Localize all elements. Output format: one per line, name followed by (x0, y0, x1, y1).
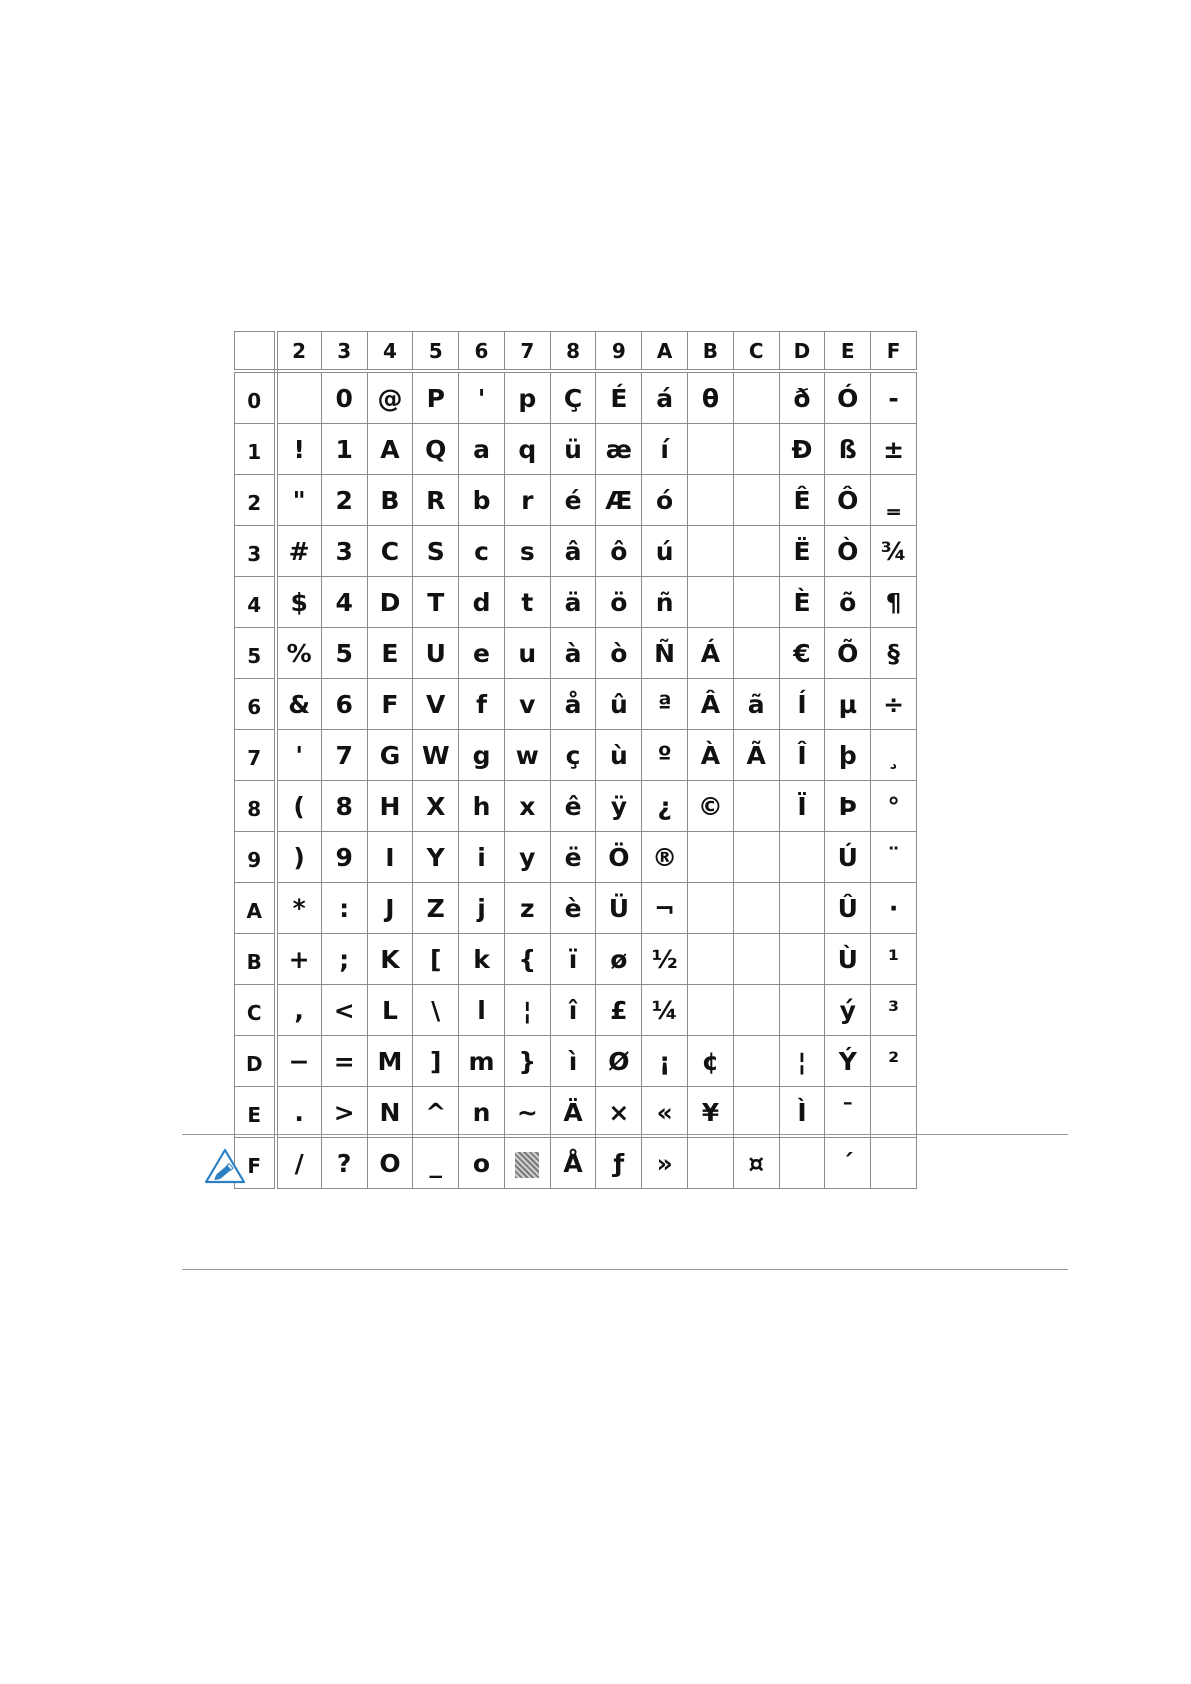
glyph-cell: " (276, 475, 322, 526)
glyph-cell: ³ (871, 985, 917, 1036)
glyph-cell (688, 985, 734, 1036)
table-row (235, 577, 917, 628)
glyph-cell: » (642, 1138, 688, 1189)
glyph-cell: - (871, 371, 917, 424)
glyph-cell: ô (596, 526, 642, 577)
glyph-cell: Ì (779, 1087, 825, 1138)
row-header: 6 (235, 679, 276, 730)
glyph-cell (733, 1087, 779, 1138)
glyph-cell: ? (321, 1138, 367, 1189)
glyph-cell: L (367, 985, 413, 1036)
column-header: F (871, 332, 917, 372)
column-header: D (779, 332, 825, 372)
glyph-cell: B (367, 475, 413, 526)
glyph-cell: P (413, 371, 459, 424)
row-header: 0 (235, 371, 276, 424)
glyph-cell: ó (642, 475, 688, 526)
glyph-cell (779, 883, 825, 934)
glyph-cell: t (504, 577, 550, 628)
glyph-cell: í (642, 424, 688, 475)
glyph-cell (688, 475, 734, 526)
glyph-cell: z (504, 883, 550, 934)
glyph-cell (779, 832, 825, 883)
column-header: 9 (596, 332, 642, 372)
glyph-cell: Û (825, 883, 871, 934)
glyph-cell: F (367, 679, 413, 730)
column-header: 5 (413, 332, 459, 372)
glyph-cell: ] (413, 1036, 459, 1087)
glyph-cell: ' (459, 371, 505, 424)
glyph-cell: Ä (550, 1087, 596, 1138)
table-row (235, 679, 917, 730)
glyph-cell: i (459, 832, 505, 883)
glyph-cell: W (413, 730, 459, 781)
glyph-cell: Ã (733, 730, 779, 781)
note-top-divider (182, 1134, 1068, 1135)
glyph-cell (688, 526, 734, 577)
glyph-cell: Ó (825, 371, 871, 424)
glyph-cell: à (550, 628, 596, 679)
glyph-cell: ú (642, 526, 688, 577)
glyph-cell: ( (276, 781, 322, 832)
glyph-cell: o (459, 1138, 505, 1189)
glyph-cell: å (550, 679, 596, 730)
glyph-cell: ¨ (871, 832, 917, 883)
column-header-row (235, 332, 917, 372)
row-header: 5 (235, 628, 276, 679)
column-header: 7 (504, 332, 550, 372)
glyph-cell: K (367, 934, 413, 985)
glyph-cell: − (276, 1036, 322, 1087)
glyph-cell: ÿ (596, 781, 642, 832)
column-header: 2 (276, 332, 322, 372)
glyph-cell (871, 1087, 917, 1138)
row-header: 8 (235, 781, 276, 832)
glyph-cell: ‗ (871, 475, 917, 526)
glyph-cell: ï (550, 934, 596, 985)
glyph-cell: ° (871, 781, 917, 832)
glyph-cell: c (459, 526, 505, 577)
glyph-cell: â (550, 526, 596, 577)
table-row (235, 475, 917, 526)
glyph-cell (733, 371, 779, 424)
glyph-cell: ß (825, 424, 871, 475)
glyph-cell: ¥ (688, 1087, 734, 1138)
glyph-cell: x (504, 781, 550, 832)
glyph-cell: ý (825, 985, 871, 1036)
row-header: 2 (235, 475, 276, 526)
glyph-cell: Ý (825, 1036, 871, 1087)
glyph-cell: d (459, 577, 505, 628)
glyph-cell: ì (550, 1036, 596, 1087)
glyph-cell: Â (688, 679, 734, 730)
glyph-cell: ; (321, 934, 367, 985)
glyph-cell: , (276, 985, 322, 1036)
glyph-cell: l (459, 985, 505, 1036)
glyph-cell: Ò (825, 526, 871, 577)
glyph-cell: Þ (825, 781, 871, 832)
glyph-cell (779, 1138, 825, 1189)
glyph-cell: ã (733, 679, 779, 730)
glyph-cell: \ (413, 985, 459, 1036)
glyph-cell: ò (596, 628, 642, 679)
glyph-cell: × (596, 1087, 642, 1138)
row-header: A (235, 883, 276, 934)
column-header: C (733, 332, 779, 372)
glyph-cell: + (276, 934, 322, 985)
glyph-cell (733, 628, 779, 679)
glyph-cell: $ (276, 577, 322, 628)
glyph-cell (733, 577, 779, 628)
glyph-cell: ´ (825, 1138, 871, 1189)
glyph-cell: 6 (321, 679, 367, 730)
glyph-cell: ® (642, 832, 688, 883)
character-code-table (234, 331, 917, 1189)
column-header: 8 (550, 332, 596, 372)
glyph-cell (733, 424, 779, 475)
glyph-cell: ¾ (871, 526, 917, 577)
table-row (235, 730, 917, 781)
glyph-cell: ¢ (688, 1036, 734, 1087)
glyph-cell: 7 (321, 730, 367, 781)
glyph-cell: y (504, 832, 550, 883)
glyph-cell: ) (276, 832, 322, 883)
glyph-cell: ¼ (642, 985, 688, 1036)
glyph-cell: 9 (321, 832, 367, 883)
glyph-cell: Ü (596, 883, 642, 934)
glyph-cell: 1 (321, 424, 367, 475)
glyph-cell: © (688, 781, 734, 832)
glyph-cell: ± (871, 424, 917, 475)
glyph-cell (733, 883, 779, 934)
glyph-cell (733, 526, 779, 577)
glyph-cell (688, 832, 734, 883)
table-corner-cell (235, 332, 276, 372)
glyph-cell: ¤ (733, 1138, 779, 1189)
glyph-cell: X (413, 781, 459, 832)
glyph-cell: ø (596, 934, 642, 985)
glyph-cell: ¸ (871, 730, 917, 781)
glyph-cell: a (459, 424, 505, 475)
glyph-cell: õ (825, 577, 871, 628)
glyph-cell: 8 (321, 781, 367, 832)
row-header: D (235, 1036, 276, 1087)
glyph-cell: ª (642, 679, 688, 730)
glyph-cell: ' (276, 730, 322, 781)
glyph-cell: n (459, 1087, 505, 1138)
glyph-cell: Z (413, 883, 459, 934)
glyph-cell: Î (779, 730, 825, 781)
glyph-cell (733, 934, 779, 985)
glyph-cell: ¬ (642, 883, 688, 934)
glyph-cell: G (367, 730, 413, 781)
glyph-cell (779, 985, 825, 1036)
table-row (235, 371, 917, 424)
glyph-cell: m (459, 1036, 505, 1087)
glyph-cell: Ô (825, 475, 871, 526)
glyph-cell: < (321, 985, 367, 1036)
column-header: E (825, 332, 871, 372)
glyph-cell: 4 (321, 577, 367, 628)
glyph-cell: î (550, 985, 596, 1036)
glyph-cell: Ú (825, 832, 871, 883)
glyph-cell: ¿ (642, 781, 688, 832)
glyph-cell: M (367, 1036, 413, 1087)
glyph-cell: Ç (550, 371, 596, 424)
column-header: 4 (367, 332, 413, 372)
table-row (235, 832, 917, 883)
glyph-cell: g (459, 730, 505, 781)
glyph-cell: ² (871, 1036, 917, 1087)
glyph-cell: / (276, 1138, 322, 1189)
glyph-cell (688, 883, 734, 934)
glyph-cell: £ (596, 985, 642, 1036)
glyph-cell (733, 475, 779, 526)
glyph-cell: æ (596, 424, 642, 475)
glyph-cell: f (459, 679, 505, 730)
glyph-cell: I (367, 832, 413, 883)
glyph-cell: ! (276, 424, 322, 475)
table-row (235, 1138, 917, 1189)
glyph-cell: Ï (779, 781, 825, 832)
glyph-cell: Ø (596, 1036, 642, 1087)
glyph-cell (733, 985, 779, 1036)
glyph-cell: ê (550, 781, 596, 832)
row-header: 3 (235, 526, 276, 577)
glyph-cell: Ê (779, 475, 825, 526)
glyph-cell: º (642, 730, 688, 781)
glyph-cell: u (504, 628, 550, 679)
glyph-cell: & (276, 679, 322, 730)
glyph-cell: R (413, 475, 459, 526)
glyph-cell: _ (413, 1138, 459, 1189)
glyph-cell: ç (550, 730, 596, 781)
glyph-cell: µ (825, 679, 871, 730)
glyph-cell: C (367, 526, 413, 577)
table-row (235, 781, 917, 832)
glyph-cell: Æ (596, 475, 642, 526)
glyph-cell: N (367, 1087, 413, 1138)
glyph-cell: k (459, 934, 505, 985)
table-row (235, 628, 917, 679)
table-row (235, 934, 917, 985)
glyph-cell: U (413, 628, 459, 679)
glyph-cell: @ (367, 371, 413, 424)
glyph-cell: ^ (413, 1087, 459, 1138)
glyph-cell: [ (413, 934, 459, 985)
glyph-cell: T (413, 577, 459, 628)
glyph-cell: ¶ (871, 577, 917, 628)
glyph-cell: Ë (779, 526, 825, 577)
glyph-cell: Q (413, 424, 459, 475)
glyph-cell: § (871, 628, 917, 679)
row-header: F (235, 1138, 276, 1189)
glyph-cell (688, 424, 734, 475)
glyph-cell: j (459, 883, 505, 934)
glyph-cell: Ö (596, 832, 642, 883)
glyph-cell: 5 (321, 628, 367, 679)
glyph-cell: 0 (321, 371, 367, 424)
row-header: 9 (235, 832, 276, 883)
glyph-cell: · (871, 883, 917, 934)
glyph-cell (688, 1138, 734, 1189)
glyph-cell: ð (779, 371, 825, 424)
glyph-cell: θ (688, 371, 734, 424)
glyph-cell: Đ (779, 424, 825, 475)
glyph-cell: Á (688, 628, 734, 679)
glyph-cell: á (642, 371, 688, 424)
glyph-cell: Å (550, 1138, 596, 1189)
glyph-cell: ñ (642, 577, 688, 628)
table-row (235, 526, 917, 577)
glyph-cell: q (504, 424, 550, 475)
glyph-cell: H (367, 781, 413, 832)
glyph-cell: D (367, 577, 413, 628)
glyph-cell: È (779, 577, 825, 628)
glyph-cell: ~ (504, 1087, 550, 1138)
row-header: E (235, 1087, 276, 1138)
glyph-cell: 3 (321, 526, 367, 577)
column-header: A (642, 332, 688, 372)
glyph-cell: p (504, 371, 550, 424)
glyph-cell: ù (596, 730, 642, 781)
glyph-cell: # (276, 526, 322, 577)
glyph-cell: ë (550, 832, 596, 883)
note-bottom-divider (182, 1269, 1068, 1270)
glyph-cell (871, 1138, 917, 1189)
pencil-note-icon (204, 1148, 246, 1184)
glyph-cell: € (779, 628, 825, 679)
glyph-cell: ¦ (504, 985, 550, 1036)
glyph-cell (733, 832, 779, 883)
glyph-cell: û (596, 679, 642, 730)
glyph-cell (276, 371, 322, 424)
glyph-cell: À (688, 730, 734, 781)
glyph-cell: = (321, 1036, 367, 1087)
glyph-cell: « (642, 1087, 688, 1138)
glyph-cell: Y (413, 832, 459, 883)
glyph-cell: r (504, 475, 550, 526)
glyph-cell: { (504, 934, 550, 985)
glyph-cell: V (413, 679, 459, 730)
glyph-cell: Õ (825, 628, 871, 679)
glyph-cell: ½ (642, 934, 688, 985)
glyph-cell (733, 1036, 779, 1087)
glyph-cell: ƒ (596, 1138, 642, 1189)
glyph-cell: ¦ (779, 1036, 825, 1087)
glyph-cell: é (550, 475, 596, 526)
glyph-cell: 2 (321, 475, 367, 526)
column-header: 3 (321, 332, 367, 372)
glyph-cell: s (504, 526, 550, 577)
glyph-cell: w (504, 730, 550, 781)
glyph-cell: Ñ (642, 628, 688, 679)
row-header: 4 (235, 577, 276, 628)
glyph-cell: * (276, 883, 322, 934)
glyph-cell: Ù (825, 934, 871, 985)
table-row (235, 985, 917, 1036)
glyph-cell: ä (550, 577, 596, 628)
glyph-cell: h (459, 781, 505, 832)
shaded-block-cell (504, 1138, 550, 1189)
table-row (235, 883, 917, 934)
glyph-cell: A (367, 424, 413, 475)
column-header: B (688, 332, 734, 372)
glyph-cell (688, 577, 734, 628)
table-row (235, 1036, 917, 1087)
row-header: 7 (235, 730, 276, 781)
glyph-cell: E (367, 628, 413, 679)
glyph-cell: è (550, 883, 596, 934)
glyph-cell: S (413, 526, 459, 577)
glyph-cell: J (367, 883, 413, 934)
glyph-cell: þ (825, 730, 871, 781)
glyph-cell: É (596, 371, 642, 424)
glyph-cell: v (504, 679, 550, 730)
glyph-cell: } (504, 1036, 550, 1087)
glyph-cell (688, 934, 734, 985)
row-header: C (235, 985, 276, 1036)
glyph-cell: : (321, 883, 367, 934)
glyph-cell (733, 781, 779, 832)
glyph-cell: ü (550, 424, 596, 475)
glyph-cell: O (367, 1138, 413, 1189)
row-header: B (235, 934, 276, 985)
glyph-cell: ¯ (825, 1087, 871, 1138)
row-header: 1 (235, 424, 276, 475)
glyph-cell: e (459, 628, 505, 679)
glyph-cell: ÷ (871, 679, 917, 730)
glyph-cell: ¡ (642, 1036, 688, 1087)
glyph-cell (779, 934, 825, 985)
glyph-cell: b (459, 475, 505, 526)
glyph-cell: % (276, 628, 322, 679)
glyph-cell: Í (779, 679, 825, 730)
table-row (235, 1087, 917, 1138)
glyph-cell: > (321, 1087, 367, 1138)
glyph-cell: . (276, 1087, 322, 1138)
glyph-cell: ¹ (871, 934, 917, 985)
column-header: 6 (459, 332, 505, 372)
glyph-cell: ö (596, 577, 642, 628)
table-row (235, 424, 917, 475)
